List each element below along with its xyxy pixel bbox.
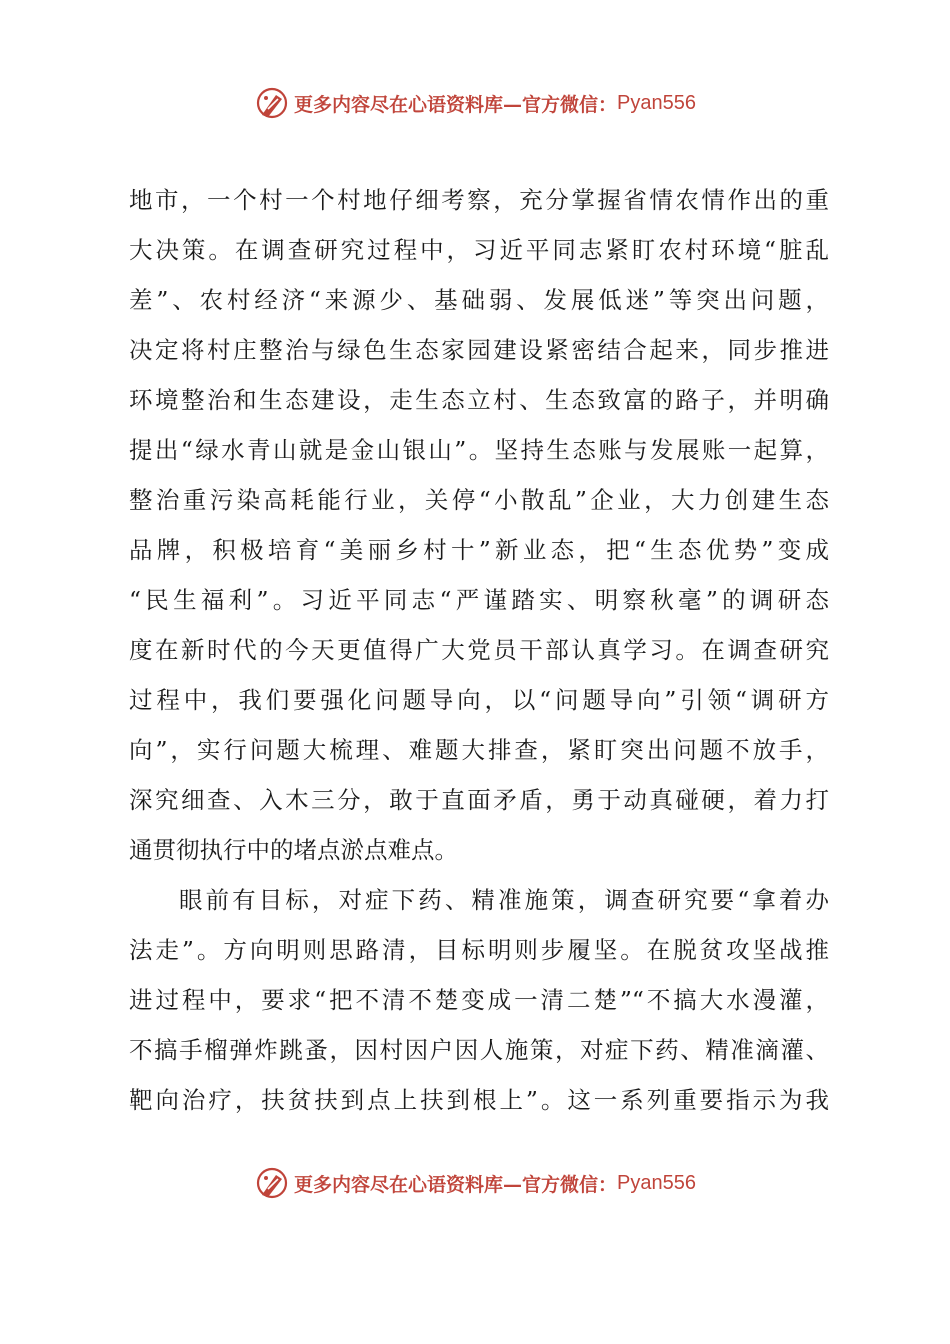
banner-slogan: 更多内容尽在心语资料库 bbox=[294, 93, 504, 116]
banner-wechat-id: Pyan556 bbox=[617, 1171, 696, 1194]
text-line: 整治重污染高耗能行业，关停“小散乱”企业，大力创建生态 bbox=[129, 486, 829, 514]
footer-banner bbox=[0, 1163, 950, 1203]
pen-nib-logo-icon bbox=[254, 1165, 290, 1201]
text-line: 过程中，我们要强化问题导向，以“问题导向”引领“调研方 bbox=[129, 686, 829, 714]
header-banner bbox=[0, 83, 950, 123]
text-line: 度在新时代的今天更值得广大党员干部认真学习。在调查研究 bbox=[129, 636, 829, 664]
paragraph-1 bbox=[129, 178, 829, 878]
text-line: 进过程中，要求“把不清不楚变成一清二楚”“不搞大水漫灌， bbox=[129, 986, 829, 1014]
text-line: 不搞手榴弹炸跳蚤，因村因户因人施策，对症下药、精准滴灌、 bbox=[129, 1036, 829, 1064]
text-line: “民生福利”。习近平同志“严谨踏实、明察秋毫”的调研态 bbox=[129, 586, 829, 614]
text-line: 地市，一个村一个村地仔细考察，充分掌握省情农情作出的重 bbox=[129, 186, 829, 214]
text-line: 环境整治和生态建设，走生态立村、生态致富的路子，并明确 bbox=[129, 386, 829, 414]
text-line: 大决策。在调查研究过程中，习近平同志紧盯农村环境“脏乱 bbox=[129, 236, 829, 264]
pen-nib-logo-icon bbox=[254, 85, 290, 121]
text-line: 向”，实行问题大梳理、难题大排查，紧盯突出问题不放手， bbox=[129, 736, 829, 764]
text-line: 差”、农村经济“来源少、基础弱、发展低迷”等突出问题， bbox=[129, 286, 829, 314]
text-line: 决定将村庄整治与绿色生态家园建设紧密结合起来，同步推进 bbox=[129, 336, 829, 364]
document-body bbox=[129, 178, 829, 1128]
text-line: 靶向治疗，扶贫扶到点上扶到根上”。这一系列重要指示为我 bbox=[129, 1086, 829, 1114]
text-line: 品牌，积极培育“美丽乡村十”新业态，把“生态优势”变成 bbox=[129, 536, 829, 564]
banner-wechat-label: —官方微信： bbox=[503, 93, 618, 116]
text-line: 提出“绿水青山就是金山银山”。坚持生态账与发展账一起算， bbox=[129, 436, 829, 464]
banner-wechat-id: Pyan556 bbox=[617, 91, 696, 114]
text-line: 法走”。方向明则思路清，目标明则步履坚。在脱贫攻坚战推 bbox=[129, 936, 829, 964]
text-line: 深究细查、入木三分，敢于直面矛盾，勇于动真碰硬，着力打 bbox=[129, 786, 829, 814]
paragraph-2 bbox=[129, 878, 829, 1128]
text-line: 通贯彻执行中的堵点淤点难点。 bbox=[129, 836, 458, 864]
banner-slogan: 更多内容尽在心语资料库 bbox=[294, 1173, 504, 1196]
text-line: 眼前有目标，对症下药、精准施策，调查研究要“拿着办 bbox=[179, 886, 829, 914]
banner-wechat-label: —官方微信： bbox=[503, 1173, 618, 1196]
